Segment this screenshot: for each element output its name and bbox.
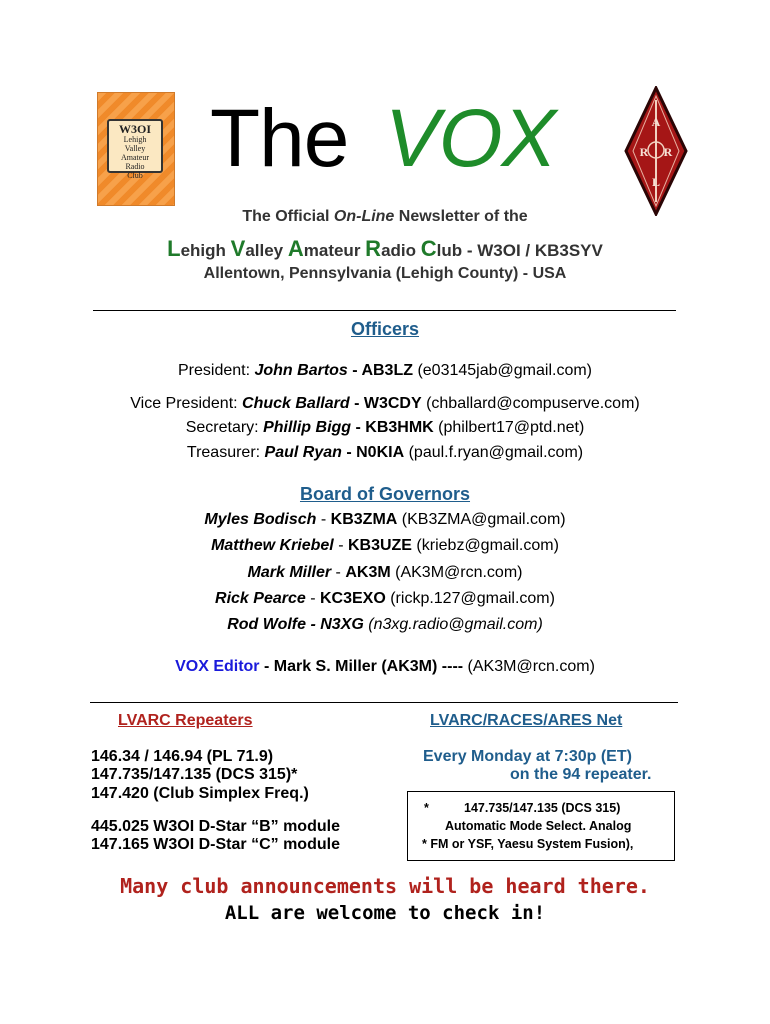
officer-name: John Bartos	[254, 362, 348, 379]
board-name: Rod Wolfe - N3XG	[227, 616, 364, 633]
repeater-freq: 147.165 W3OI D-Star “C” module	[91, 836, 340, 853]
board-title: Board of Governors	[299, 484, 471, 504]
mode-note-line: 147.735/147.135 (DCS 315)	[464, 801, 621, 815]
officer-role: Secretary:	[185, 419, 264, 436]
club-word: alley	[245, 241, 288, 260]
club-initial: V	[230, 236, 246, 261]
officer-role: Vice President:	[130, 395, 243, 412]
club-word: lub - W3OI / KB3SYV	[436, 241, 603, 260]
repeater-freq: 147.420 (Club Simplex Freq.)	[91, 785, 309, 802]
board-row	[0, 564, 770, 582]
net-location: on the 94 repeater.	[510, 766, 652, 783]
subtitle-emphasis: On-Line	[333, 208, 395, 225]
club-word: ehigh	[180, 241, 231, 260]
editor-label: VOX Editor	[175, 658, 260, 675]
title-the: The	[210, 93, 349, 184]
board-email[interactable]: (rickp.127@gmail.com)	[385, 590, 555, 607]
club-name	[0, 236, 770, 262]
officer-row	[0, 419, 770, 437]
lvarc-logo-line: Amateur	[121, 153, 149, 162]
officer-call: N0KIA	[356, 444, 405, 461]
lvarc-logo-plate	[107, 119, 163, 180]
club-initial: L	[167, 236, 181, 261]
mode-note-box	[407, 791, 675, 861]
board-name: Matthew Kriebel	[211, 537, 334, 554]
svg-text:R: R	[639, 145, 649, 159]
officer-role: Treasurer:	[186, 444, 265, 461]
editor-email[interactable]: (AK3M@rcn.com)	[467, 658, 595, 675]
board-call: KB3UZE	[347, 537, 412, 554]
officer-role: President:	[177, 362, 255, 379]
svg-text:L: L	[651, 175, 661, 189]
divider	[90, 702, 678, 703]
repeater-freq: 445.025 W3OI D-Star “B” module	[91, 818, 340, 835]
officer-email[interactable]: (e03145jab@gmail.com)	[413, 362, 592, 379]
divider	[93, 310, 676, 311]
editor-text: - Mark S. Miller (AK3M) ----	[259, 658, 468, 675]
board-row	[0, 616, 770, 634]
mode-note-line: * FM or YSF, Yaesu System Fusion),	[422, 837, 634, 851]
club-initial: A	[287, 236, 304, 261]
officer-email[interactable]: (chballard@compuserve.com)	[421, 395, 640, 412]
subtitle-post: Newsletter of the	[394, 208, 528, 225]
officer-name: Paul Ryan	[264, 444, 342, 461]
officer-sep: -	[349, 395, 364, 412]
board-email[interactable]: (kriebz@gmail.com)	[411, 537, 559, 554]
club-initial: C	[420, 236, 437, 261]
officer-call: AB3LZ	[361, 362, 413, 379]
officer-email[interactable]: (philbert17@ptd.net)	[433, 419, 585, 436]
board-email[interactable]: (n3xg.radio@gmail.com)	[363, 616, 543, 633]
announcement: Many club announcements will be heard there.	[120, 874, 650, 898]
repeaters-title: LVARC Repeaters	[118, 712, 253, 729]
lvarc-logo-line: Club	[127, 171, 143, 180]
officer-call: W3CDY	[363, 395, 422, 412]
club-initial: R	[365, 236, 382, 261]
officer-name: Phillip Bigg	[263, 419, 352, 436]
officer-email[interactable]: (paul.f.ryan@gmail.com)	[404, 444, 584, 461]
board-row	[0, 590, 770, 608]
arrl-diamond-logo	[624, 86, 688, 216]
title-vox: VOX	[385, 93, 556, 184]
board-call: KC3EXO	[319, 590, 386, 607]
officers-title: Officers	[350, 319, 420, 339]
lvarc-logo-line: Valley	[124, 144, 146, 153]
lvarc-logo-call: W3OI	[118, 122, 151, 136]
club-word: mateur	[303, 241, 366, 260]
repeater-freq: 147.735/147.135 (DCS 315)*	[91, 766, 298, 783]
board-call: AK3M	[345, 564, 391, 581]
officer-name: Chuck Ballard	[242, 395, 350, 412]
officer-row	[0, 444, 770, 462]
board-sep: -	[316, 511, 331, 528]
board-sep: -	[305, 590, 320, 607]
officer-row	[0, 395, 770, 413]
board-email[interactable]: (KB3ZMA@gmail.com)	[397, 511, 566, 528]
officer-call: KB3HMK	[365, 419, 434, 436]
repeater-freq: 146.34 / 146.94 (PL 71.9)	[91, 748, 274, 765]
subtitle-pre: The Official	[242, 208, 334, 225]
board-name: Rick Pearce	[215, 590, 306, 607]
board-name: Myles Bodisch	[204, 511, 317, 528]
location: Allentown, Pennsylvania (Lehigh County) - USA	[203, 265, 567, 282]
editor-line	[0, 658, 770, 676]
lvarc-logo-line: Radio	[125, 162, 145, 171]
subtitle	[0, 208, 770, 226]
net-schedule: Every Monday at 7:30p (ET)	[423, 748, 632, 765]
svg-text:A: A	[651, 115, 661, 129]
board-sep: -	[333, 537, 348, 554]
board-row	[0, 537, 770, 555]
board-sep: -	[331, 564, 346, 581]
board-email[interactable]: (AK3M@rcn.com)	[390, 564, 523, 581]
board-name: Mark Miller	[247, 564, 332, 581]
mode-note-line: Automatic Mode Select. Analog	[445, 819, 632, 833]
mode-note-star: *	[424, 801, 429, 815]
lvarc-logo	[97, 92, 175, 206]
welcome-message: ALL are welcome to check in!	[224, 902, 546, 924]
officer-sep: -	[347, 362, 362, 379]
officer-row	[0, 362, 770, 380]
net-title: LVARC/RACES/ARES Net	[430, 712, 623, 729]
officer-sep: -	[351, 419, 366, 436]
officer-sep: -	[341, 444, 357, 461]
board-row	[0, 511, 770, 529]
club-word: adio	[381, 241, 421, 260]
svg-text:R: R	[663, 145, 673, 159]
board-call: KB3ZMA	[330, 511, 398, 528]
lvarc-logo-line: Lehigh	[123, 135, 147, 144]
